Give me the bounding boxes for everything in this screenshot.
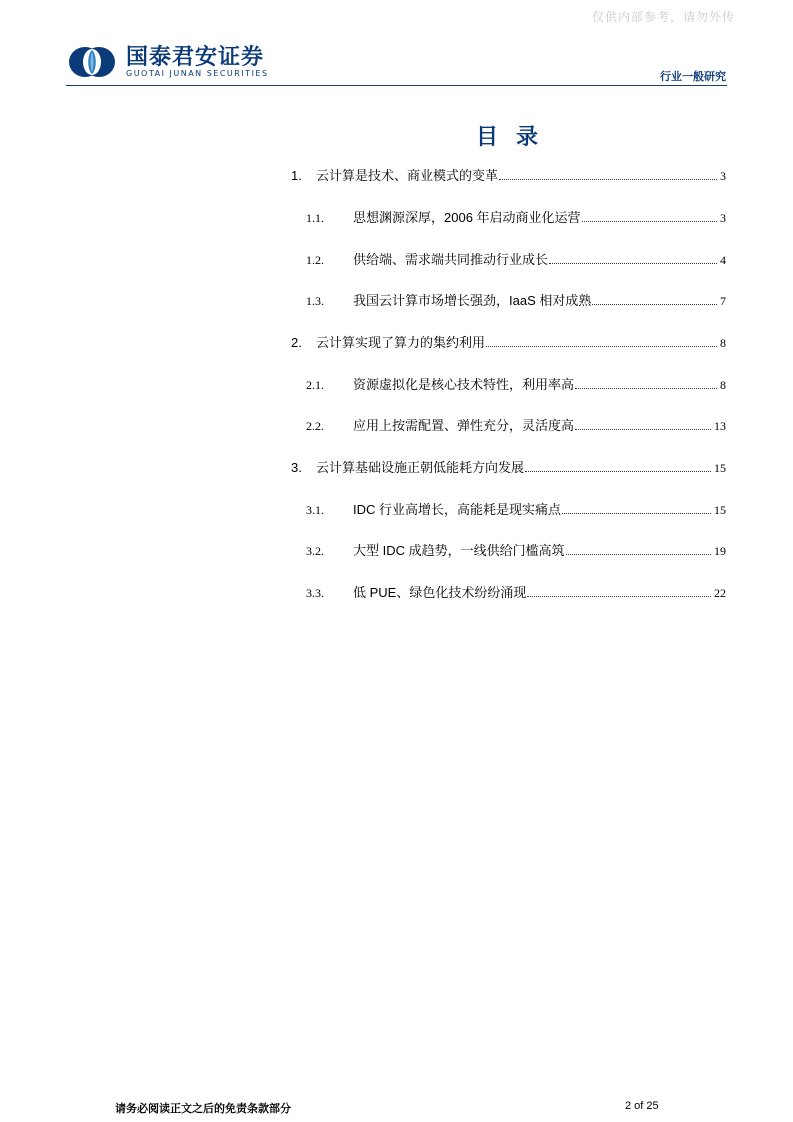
toc-entry-number: 2.1. (306, 378, 324, 392)
toc-entry-number: 1.3. (306, 294, 324, 308)
toc-entry[interactable] (291, 290, 726, 310)
toc-entry-title: 云计算是技术、商业模式的变革 (316, 168, 499, 183)
toc-leader-dots (566, 540, 711, 555)
company-name-en: GUOTAI JUNAN SECURITIES (126, 69, 269, 78)
toc-entry[interactable] (291, 249, 726, 269)
toc-leader-dots (549, 249, 717, 264)
toc-leader-dots (562, 499, 711, 514)
toc-entry-title: 云计算实现了算力的集约利用 (316, 335, 486, 350)
toc-entry[interactable] (291, 540, 726, 560)
toc-entry-title: IDC 行业高增长，高能耗是现实痛点 (353, 502, 562, 517)
toc-entry-page: 8 (720, 336, 726, 350)
toc-leader-dots (525, 457, 711, 472)
toc-leader-dots (527, 582, 711, 597)
toc-entry-title: 资源虚拟化是核心技术特性，利用率高 (353, 377, 575, 392)
toc-entry-page: 15 (714, 461, 726, 475)
toc-entry[interactable] (291, 582, 726, 602)
toc-entry-title: 我国云计算市场增长强劲，IaaS 相对成熟 (353, 293, 592, 308)
toc-entry-number: 3.3. (306, 586, 324, 600)
toc-entry-page: 19 (714, 544, 726, 558)
toc-entry-page: 3 (720, 169, 726, 183)
company-name-cn: 国泰君安证券 (126, 45, 265, 70)
toc-leader-dots (486, 332, 717, 347)
toc-entry-number: 1. (291, 168, 302, 183)
toc-entry-number: 3.1. (306, 503, 324, 517)
toc-entry[interactable] (291, 374, 726, 394)
toc-entry-page: 13 (714, 419, 726, 433)
toc-entry[interactable] (291, 457, 726, 477)
toc-entry[interactable] (291, 499, 726, 519)
toc-entry-number: 1.2. (306, 253, 324, 267)
toc-entry-page: 15 (714, 503, 726, 517)
toc-entry-page: 22 (714, 586, 726, 600)
header-divider (66, 85, 727, 86)
toc-entry-number: 3. (291, 460, 302, 475)
toc-entry-page: 7 (720, 294, 726, 308)
toc-entry-title: 供给端、需求端共同推动行业成长 (353, 252, 549, 267)
toc-leader-dots (575, 415, 711, 430)
toc-entry-number: 2.2. (306, 419, 324, 433)
footer-disclaimer: 请务必阅读正文之后的免责条款部分 (115, 1103, 291, 1115)
toc-leader-dots (499, 165, 717, 180)
watermark-text: 仅供内部参考，请勿外传 (591, 10, 735, 24)
report-type-label: 行业一般研究 (660, 71, 726, 83)
toc-entry[interactable] (291, 415, 726, 435)
toc-leader-dots (582, 207, 717, 222)
toc-entry[interactable] (291, 165, 726, 185)
toc-entry[interactable] (291, 332, 726, 352)
toc-entry-title: 云计算基础设施正朝低能耗方向发展 (316, 460, 525, 475)
toc-entry-title: 大型 IDC 成趋势，一线供给门槛高筑 (353, 543, 565, 558)
toc-entry-page: 4 (720, 253, 726, 267)
toc-entry-number: 1.1. (306, 211, 324, 225)
toc-entry-number: 3.2. (306, 544, 324, 558)
toc-entry-page: 8 (720, 378, 726, 392)
toc-leader-dots (575, 374, 717, 389)
toc-entry-title: 低 PUE、绿色化技术纷纷涌现 (353, 585, 527, 600)
toc-entry-page: 3 (720, 211, 726, 225)
footer-page-number: 2 of 25 (625, 1100, 659, 1112)
company-logo (68, 45, 308, 81)
toc-entry-title: 应用上按需配置、弹性充分，灵活度高 (353, 418, 575, 433)
toc-entry-number: 2. (291, 335, 302, 350)
guotai-junan-logo-icon (68, 45, 116, 79)
toc-entry-title: 思想渊源深厚，2006 年启动商业化运营 (353, 210, 581, 225)
toc-leader-dots (592, 290, 717, 305)
toc-entry[interactable] (291, 207, 726, 227)
toc-title: 目 录 (475, 124, 545, 149)
